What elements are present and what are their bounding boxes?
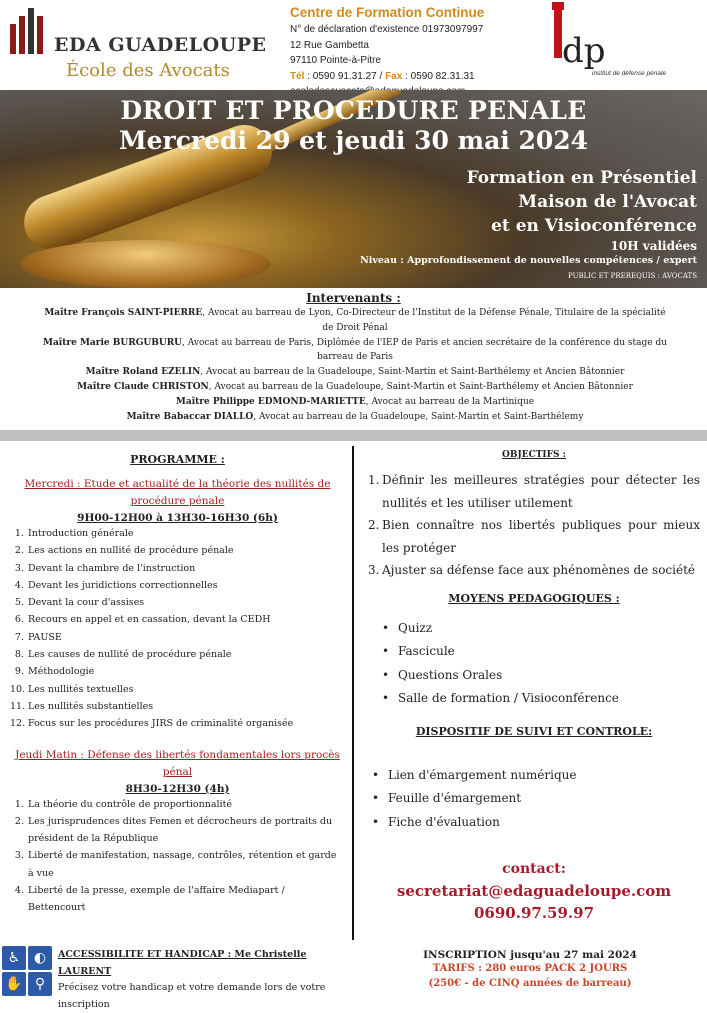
eda-title: EDA GUADELOUPE — [54, 34, 267, 56]
hearing-icon: ◐ — [28, 946, 52, 970]
wheelchair-icon: ♿ — [2, 946, 26, 970]
accessibility-title: ACCESSIBILITE ET HANDICAP : Me Christelle LAURENT — [58, 949, 307, 977]
intervenant-item — [40, 380, 670, 395]
idp-logo — [548, 4, 698, 86]
intervenant-name: Maître François SAINT-PIERRE — [44, 308, 203, 318]
list-item: 3. Ajuster sa défense face aux phénomènes de société — [368, 563, 696, 577]
list-item: 6. Recours en appel et en cassation, devant la CEDH — [14, 614, 271, 626]
intervenants-list — [40, 306, 670, 424]
contact-email[interactable]: secretariat@edaguadeloupe.com — [396, 882, 672, 900]
intervenants-title: Intervenants : — [306, 291, 401, 305]
intervenant-item — [40, 336, 670, 366]
fax-value: : 0590 82.31.31 — [402, 70, 475, 82]
list-item: • Feuille d'émargement — [372, 787, 700, 811]
intervenant-name: Maître Roland EZELIN — [85, 367, 201, 378]
format-line-1: Formation en Présentiel — [466, 168, 697, 188]
list-item: 1. Définir les meilleures stratégies pour détecter les nullités et les utiliser utilement — [368, 473, 700, 510]
intervenant-item — [40, 365, 670, 380]
cfc-line: 12 Rue Gambetta — [290, 39, 369, 51]
list-item: 12. Focus sur les procédures JIRS de criminalité organisée — [10, 718, 294, 730]
suivi-list — [368, 764, 700, 835]
list-item: • Questions Orales — [382, 664, 700, 688]
format-line-3: et en Visioconférence — [491, 216, 697, 236]
day1-title: Mercredi : Etude et actualité de la théorie des nullités de procédure pénale — [24, 478, 331, 507]
intervenant-desc: , Avocat au barreau de Paris, Diplômée de l'IEP de Paris et ancien secrétaire de la conférence du stage du barreau de Paris — [182, 337, 668, 363]
list-item: • Fascicule — [382, 640, 700, 664]
list-item: 8. Les causes de nullité de procédure pénale — [14, 649, 232, 661]
cfc-line: 97110 Pointe-à-Pitre — [290, 55, 381, 66]
idp-text: institut de défense pénale — [592, 70, 667, 77]
public-prerequis: PUBLIC ET PREREQUIS : AVOCATS — [568, 272, 697, 280]
eda-logo-icon — [8, 6, 50, 54]
moyens-title: MOYENS PEDAGOGIQUES : — [448, 591, 620, 605]
list-item: 1. Introduction générale — [14, 528, 134, 539]
day1-time: 9H00-12H00 à 13H30-16H30 (6h) — [77, 512, 278, 524]
event-dates: Mercredi 29 et jeudi 30 mai 2024 — [118, 126, 589, 155]
intervenant-name: Maître Philippe EDMOND-MARIETTE — [175, 396, 366, 407]
tarif-reduit: (250€ - de CINQ années de barreau) — [428, 978, 632, 989]
sign-language-icon: ✋ — [2, 972, 26, 996]
blind-icon: ⚲ — [28, 972, 52, 996]
intervenant-name: Maître Babaccar DIALLO — [126, 411, 254, 422]
level-text: Niveau : Approfondissement de nouvelles compétences / expert — [360, 255, 697, 266]
programme-title: PROGRAMME : — [130, 453, 225, 466]
list-item: 1. La théorie du contrôle de proportionnalité — [14, 798, 233, 810]
objectives-column — [368, 450, 700, 924]
tarifs: TARIFS : 280 euros PACK 2 JOURS — [432, 963, 628, 974]
list-item: 4. Liberté de la presse, exemple de l'affaire Mediapart / Bettencourt — [14, 885, 285, 914]
tel-label: Tél — [290, 70, 305, 82]
list-item: 11. Les nullités substantielles — [10, 700, 154, 712]
idp-i-shape — [554, 8, 562, 58]
cfc-title: Centre de Formation Continue — [290, 5, 485, 20]
accessibility-text: Précisez votre handicap et votre demande lors de votre inscription — [58, 982, 326, 1010]
accessibility-block — [58, 947, 348, 1013]
intervenant-item — [40, 306, 670, 336]
contact-phone[interactable]: 0690.97.59.97 — [473, 904, 595, 922]
list-item: • Fiche d'évaluation — [372, 811, 700, 835]
eda-logo — [8, 6, 267, 86]
accessibility-icons — [2, 946, 54, 998]
day2-list — [10, 796, 345, 917]
list-item: 2. Bien connaître nos libertés publiques pour mieux les protéger — [368, 518, 700, 555]
list-item: 2. Les jurisprudences dites Femen et décrocheurs de portraits du président de la République — [14, 815, 333, 845]
intervenant-item — [40, 410, 670, 425]
section-divider-bar — [0, 430, 707, 441]
eda-subtitle: École des Avocats — [66, 60, 230, 81]
day2-title: Jeudi Matin : Défense des libertés fondamentales lors procès pénal — [15, 748, 340, 778]
list-item: • Quizz — [382, 617, 700, 641]
format-line-2: Maison de l'Avocat — [518, 192, 697, 212]
intervenant-desc: , Avocat au barreau de la Guadeloupe, Saint-Martin et Saint-Barthélemy et Ancien Bâtonnier — [208, 381, 633, 392]
gavel-block-shape — [20, 240, 270, 288]
programme-column — [10, 453, 345, 917]
day2-time: 8H30-12H30 (4h) — [125, 782, 230, 795]
idp-letters: dp — [562, 31, 606, 71]
list-item: 7. PAUSE — [14, 631, 62, 643]
fax-label: Fax — [385, 70, 403, 82]
objectifs-title: OBJECTIFS : — [502, 450, 566, 460]
hours-validated: 10H validées — [610, 239, 697, 253]
list-item: 4. Devant les juridictions correctionnelles — [14, 579, 218, 591]
intervenant-item — [40, 395, 670, 410]
inscription-block — [360, 949, 700, 991]
column-divider — [352, 446, 354, 940]
intervenant-desc: , Avocat au barreau de Lyon, Co-Directeur de l'Institut de la Défense Pénale, Titulaire de la spécialité de Droit Pénal — [202, 308, 666, 333]
moyens-list — [368, 617, 700, 711]
cfc-line: N° de déclaration d'existence 01973097997 — [290, 24, 484, 35]
list-item: 9. Méthodologie — [14, 666, 95, 678]
list-item: • Salle de formation / Visioconférence — [382, 687, 700, 711]
list-item: 2. Les actions en nullité de procédure pénale — [14, 545, 234, 557]
intervenant-desc: , Avocat au barreau de la Guadeloupe, Saint-Martin et Saint-Barthélemy — [253, 411, 584, 422]
suivi-title: DISPOSITIF DE SUIVI ET CONTROLE: — [415, 724, 653, 738]
list-item: 3. Liberté de manifestation, nassage, contrôles, rétention et garde à vue — [14, 850, 337, 879]
list-item: 3. Devant la chambre de l'instruction — [14, 562, 196, 574]
list-item: • Lien d'émargement numérique — [372, 764, 700, 788]
intervenant-desc: , Avocat au barreau de la Guadeloupe, Saint-Martin et Saint-Barthélemy et Ancien Bâtonnier — [200, 367, 625, 378]
inscription-deadline: INSCRIPTION jusqu'au 27 mai 2024 — [423, 949, 637, 961]
cfc-phone-fax — [290, 69, 540, 85]
intervenant-name: Maître Claude CHRISTON — [77, 381, 209, 392]
cfc-info — [290, 4, 540, 100]
intervenant-name: Maître Marie BURGUBURU — [42, 337, 183, 348]
tel-value: : 0590 91.31.27 / — [304, 70, 386, 82]
event-title: DROIT ET PROCEDURE PENALE — [120, 96, 587, 125]
contact-label: contact: — [502, 861, 566, 877]
intervenant-desc: , Avocat au barreau de la Martinique — [365, 396, 535, 407]
day1-list — [10, 525, 345, 733]
objectifs-list — [368, 469, 700, 582]
list-item: 5. Devant la cour d'assises — [14, 597, 145, 609]
list-item: 10. Les nullités textuelles — [10, 683, 134, 695]
